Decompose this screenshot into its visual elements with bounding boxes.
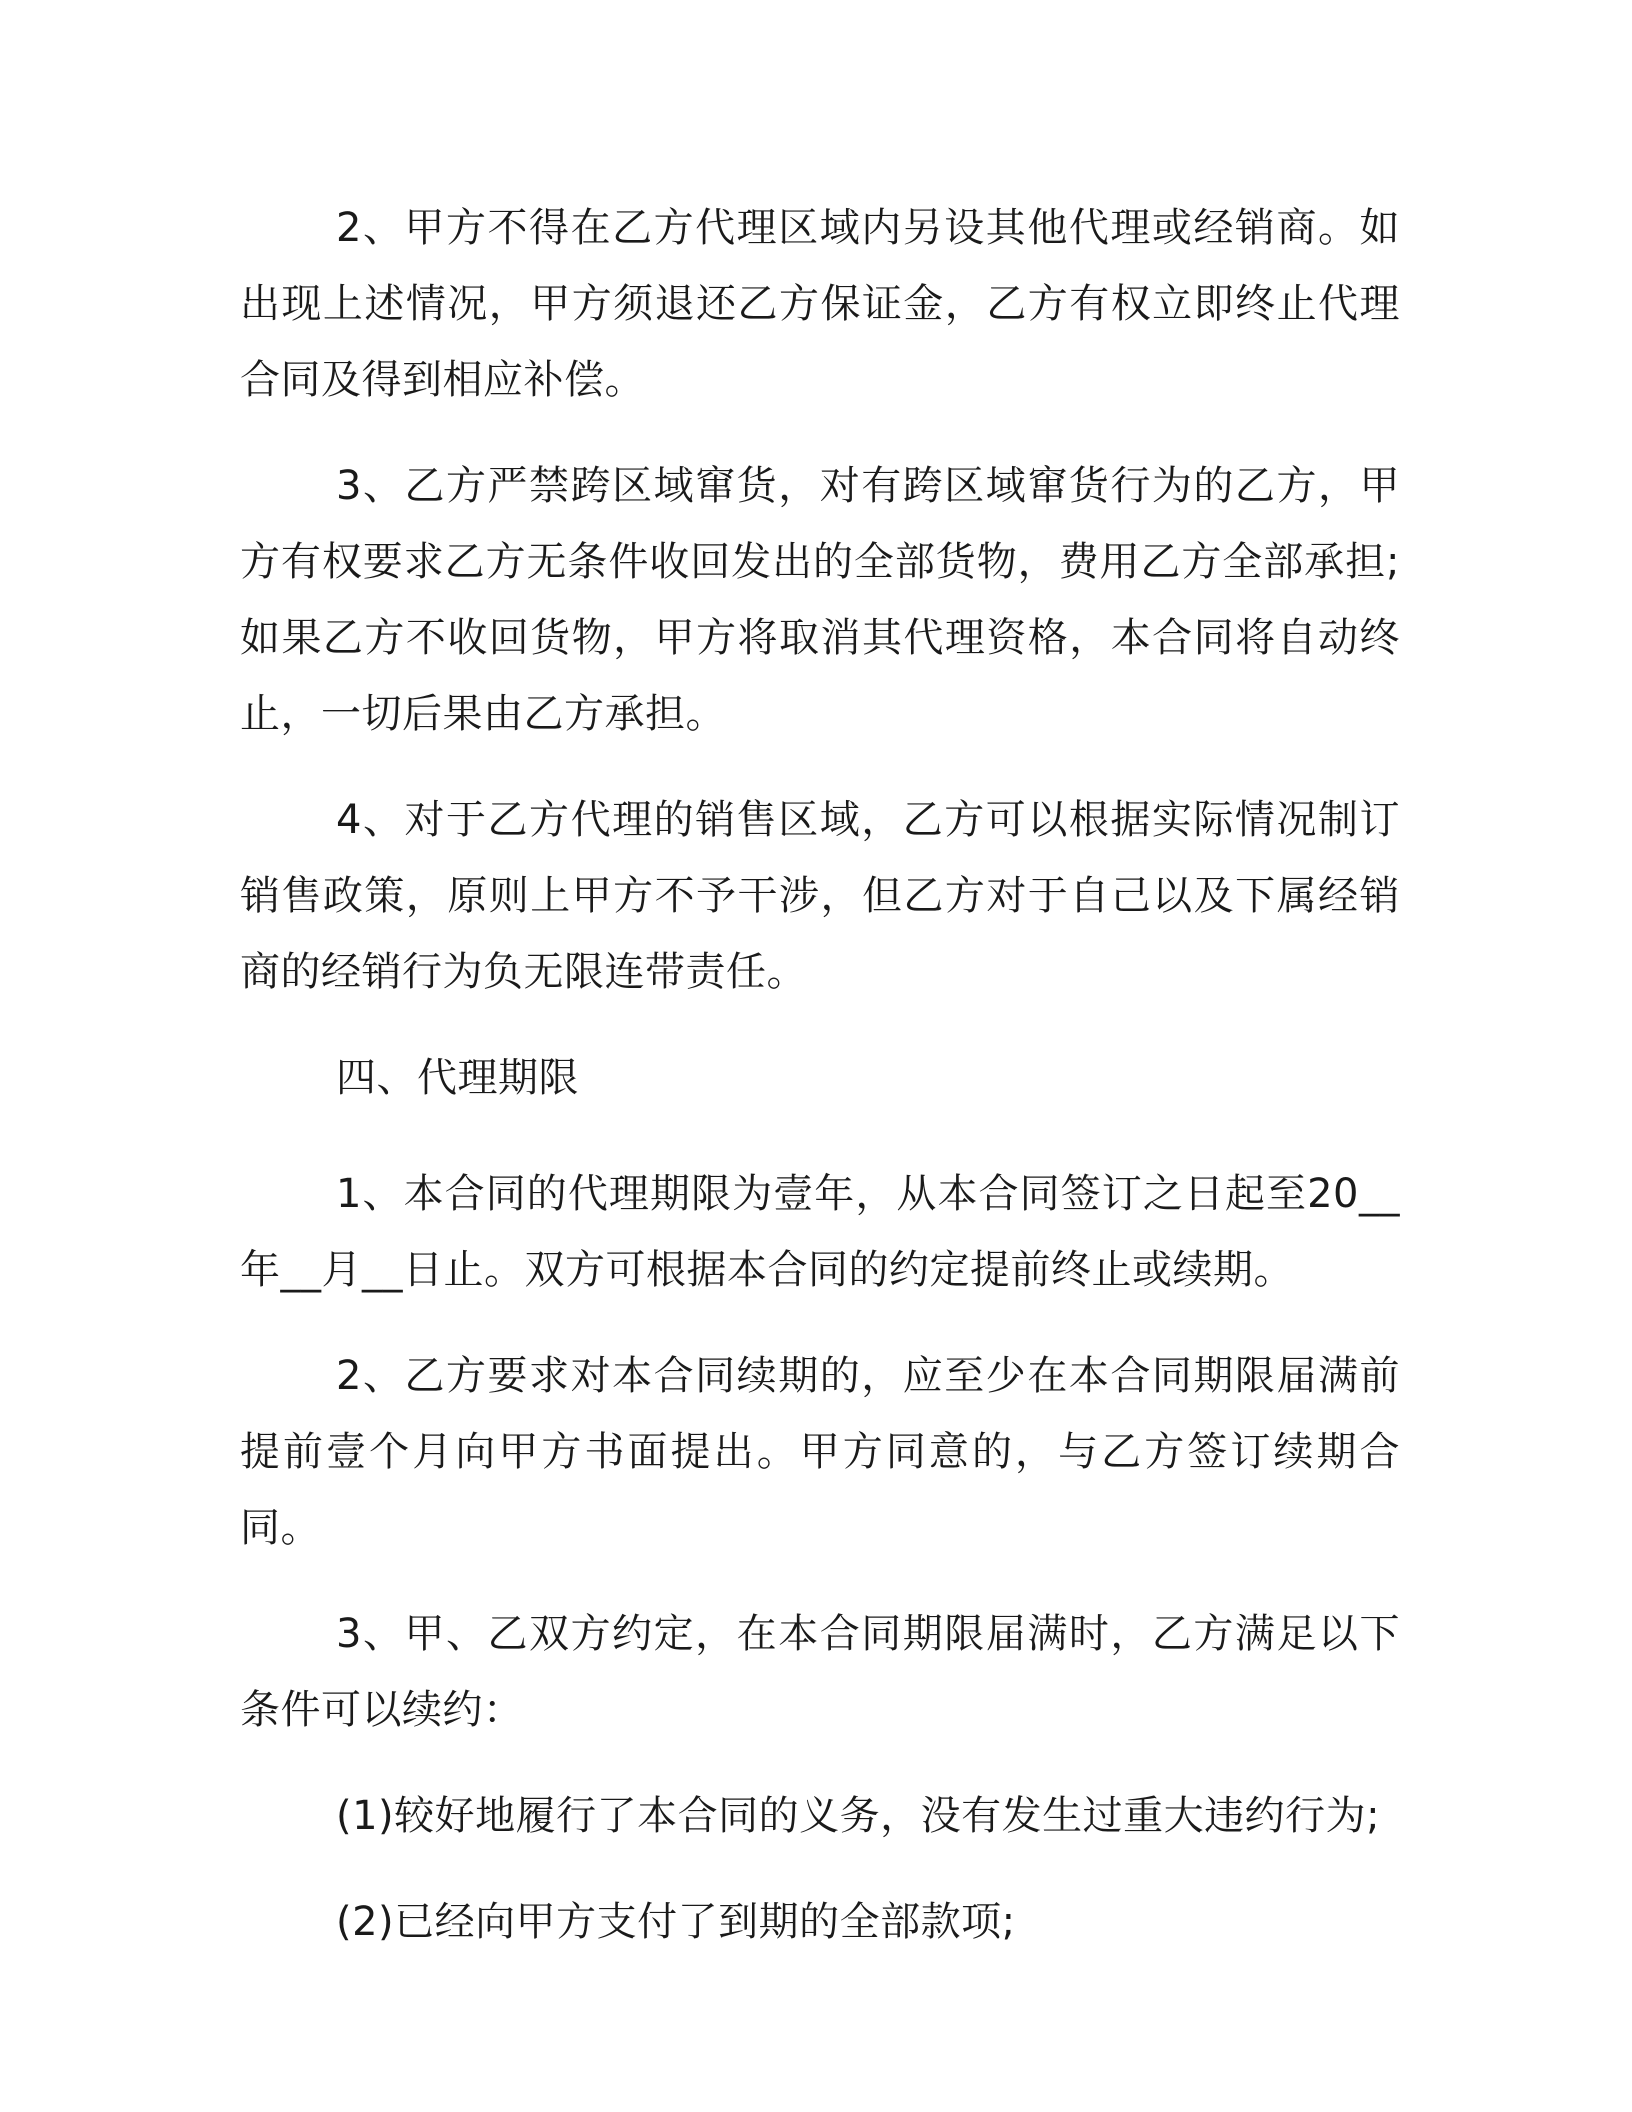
- clause-3-4-sales-policy: 4、对于乙方代理的销售区域，乙方可以根据实际情况制订销售政策，原则上甲方不予干涉，但乙方对于自己以及下属经销商的经销行为负无限连带责任。: [240, 797, 1400, 995]
- clause-4-1-term-period: 1、本合同的代理期限为壹年，从本合同签订之日起至20__年__月__日止。双方可根据本合同的约定提前终止或续期。: [240, 1171, 1400, 1293]
- renewal-condition-1: (1)较好地履行了本合同的义务，没有发生过重大违约行为;: [336, 1793, 1381, 1839]
- document-body: [240, 190, 1400, 1990]
- clause-3-2-exclusive-territory: 2、甲方不得在乙方代理区域内另设其他代理或经销商。如出现上述情况，甲方须退还乙方保证金，乙方有权立即终止代理合同及得到相应补偿。: [240, 205, 1400, 403]
- section-heading-agency-term: 四、代理期限: [336, 1055, 579, 1101]
- clause-4-3-renewal-conditions: 3、甲、乙双方约定，在本合同期限届满时，乙方满足以下条件可以续约：: [240, 1611, 1400, 1733]
- renewal-condition-2: (2)已经向甲方支付了到期的全部款项;: [336, 1899, 1016, 1945]
- clause-4-2-renewal-request: 2、乙方要求对本合同续期的，应至少在本合同期限届满前提前壹个月向甲方书面提出。甲方同意的，与乙方签订续期合同。: [240, 1353, 1400, 1551]
- clause-3-3-cross-region-sales: 3、乙方严禁跨区域窜货，对有跨区域窜货行为的乙方，甲方有权要求乙方无条件收回发出的全部货物，费用乙方全部承担;如果乙方不收回货物，甲方将取消其代理资格，本合同将自动终止，一切后果由乙方承担。: [240, 463, 1400, 737]
